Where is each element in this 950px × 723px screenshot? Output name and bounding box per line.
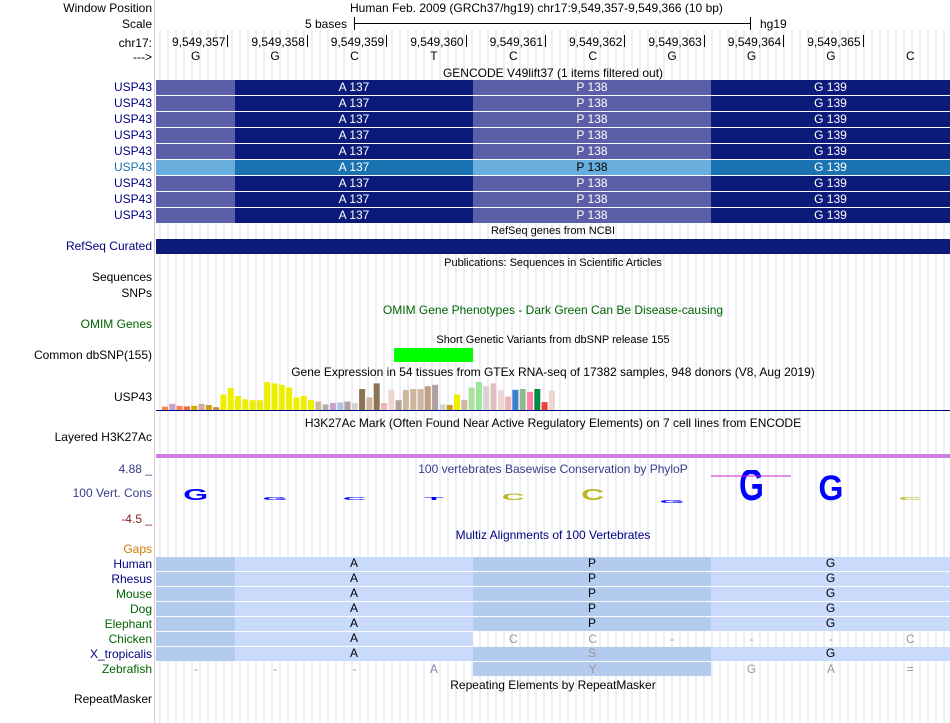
gtex-tissue-bar[interactable] [345, 402, 351, 410]
gencode-codon-label: A 137 [338, 144, 370, 158]
multiz-aa: A [349, 556, 358, 570]
omim-track-label[interactable]: OMIM Genes [80, 317, 152, 331]
multiz-base: = [906, 662, 914, 676]
base-letter: C [588, 49, 598, 63]
base-letter: G [270, 49, 280, 63]
gtex-tissue-bar[interactable] [359, 389, 365, 410]
multiz-block[interactable] [156, 617, 235, 631]
conservation-letter: C [501, 492, 525, 502]
gtex-tissue-bar[interactable] [454, 395, 460, 410]
gencode-exon-block[interactable] [156, 144, 235, 159]
gtex-tissue-bar[interactable] [410, 389, 416, 410]
position-label: 9,549,363 [648, 35, 702, 49]
gencode-codon-label: A 137 [338, 80, 370, 94]
gtex-tissue-bar[interactable] [534, 389, 540, 410]
gtex-tissue-bar[interactable] [315, 402, 321, 410]
position-label: 9,549,360 [410, 35, 464, 49]
conservation-letter: T [424, 496, 444, 501]
dbsnp-track-title: Short Genetic Variants from dbSNP release 155 [436, 334, 670, 346]
publications-sequences-label[interactable]: Sequences [91, 270, 152, 284]
multiz-species-label[interactable]: Chicken [108, 632, 152, 646]
conservation-min-label: -4.5 _ [121, 512, 152, 526]
gtex-tissue-bar[interactable] [242, 399, 248, 410]
gtex-track-label[interactable]: USP43 [113, 390, 152, 404]
scale-assembly: hg19 [760, 17, 787, 31]
base-letter: G [667, 49, 677, 63]
gencode-codon-label: P 138 [576, 144, 608, 158]
gencode-codon-label: P 138 [576, 176, 608, 190]
gencode-codon-label: G 139 [814, 80, 847, 94]
position-label: 9,549,359 [330, 35, 385, 49]
multiz-aa: S [587, 646, 596, 660]
gtex-baseline [156, 410, 950, 411]
gencode-exon-block[interactable] [156, 192, 235, 207]
gencode-transcript-label[interactable]: USP43 [113, 144, 152, 158]
multiz-block[interactable] [156, 587, 235, 601]
position-label: 9,549,364 [727, 35, 782, 49]
repeatmasker-track-title: Repeating Elements by RepeatMasker [450, 678, 656, 692]
position-tick [863, 35, 864, 47]
gencode-transcript-label[interactable]: USP43 [113, 112, 152, 126]
gtex-tissue-bar[interactable] [418, 389, 424, 410]
gtex-tissue-bar[interactable] [308, 400, 314, 410]
dbsnp-variant[interactable] [394, 348, 473, 362]
gencode-transcript-label[interactable]: USP43 [113, 192, 152, 206]
position-label: 9,549,362 [569, 35, 623, 49]
multiz-aa: A [349, 571, 358, 585]
multiz-aa: G [825, 586, 836, 600]
gencode-codon-label: A 137 [338, 208, 370, 222]
h3k27ac-signal[interactable] [156, 454, 950, 458]
gtex-tissue-bar[interactable] [483, 386, 489, 410]
gencode-codon-label: P 138 [576, 80, 608, 94]
base-letter: C [508, 49, 518, 63]
gencode-transcript-label[interactable]: USP43 [113, 80, 152, 94]
gencode-transcript-label[interactable]: USP43 [113, 176, 152, 190]
multiz-base: - [193, 662, 198, 676]
conservation-letter: C [581, 486, 605, 504]
multiz-base: C [588, 632, 598, 646]
gtex-tissue-bar[interactable] [520, 389, 526, 410]
gtex-tissue-bar[interactable] [374, 383, 380, 410]
gencode-codon-label: G 139 [814, 144, 847, 158]
conservation-letter: G [818, 470, 844, 509]
conservation-letter: C [342, 496, 367, 501]
gtex-tissue-bar[interactable] [461, 400, 467, 410]
multiz-aa: P [587, 616, 596, 630]
window-position-label: Window Position [63, 1, 152, 15]
scale-bar-right-tick [750, 17, 751, 30]
multiz-base: Y [588, 662, 597, 676]
gtex-tissue-bar[interactable] [352, 403, 358, 410]
multiz-aa: A [349, 616, 358, 630]
conservation-logo[interactable] [156, 470, 950, 520]
gencode-codon-label: A 137 [338, 128, 370, 142]
gtex-tissue-bar[interactable] [366, 397, 372, 410]
gtex-expression-chart[interactable] [156, 380, 950, 411]
gtex-tissue-bar[interactable] [228, 388, 234, 410]
multiz-aa: P [587, 586, 596, 600]
multiz-aa: P [587, 556, 596, 570]
gtex-tissue-bar[interactable] [250, 400, 256, 410]
multiz-aa: A [349, 601, 358, 615]
strand-label: ---> [133, 50, 152, 64]
refseq-track-label[interactable]: RefSeq Curated [65, 239, 152, 253]
base-letter: T [430, 49, 438, 63]
gencode-codon-label: A 137 [338, 192, 370, 206]
gencode-codon-label: A 137 [338, 112, 370, 126]
publications-snps-label[interactable]: SNPs [121, 286, 152, 300]
gtex-tissue-bar[interactable] [381, 403, 387, 410]
gencode-codon-label: G 139 [814, 128, 847, 142]
gtex-tissue-bar[interactable] [542, 402, 548, 410]
gencode-exon-block[interactable] [156, 112, 235, 127]
gencode-codon-label: G 139 [814, 208, 847, 222]
scale-value: 5 bases [305, 17, 348, 31]
multiz-species-label[interactable]: Rhesus [111, 572, 152, 586]
gtex-tissue-bar[interactable] [498, 390, 504, 410]
gtex-tissue-bar[interactable] [476, 382, 482, 410]
window-position-value: Human Feb. 2009 (GRCh37/hg19) chr17:9,549,357-9,549,366 (10 bp) [350, 1, 723, 15]
conservation-letter: G [262, 496, 288, 501]
multiz-species-label[interactable]: X_tropicalis [89, 647, 152, 661]
multiz-block[interactable] [156, 602, 235, 616]
gtex-tissue-bar[interactable] [388, 390, 394, 410]
gencode-codon-label: P 138 [576, 128, 608, 142]
gtex-tissue-bar[interactable] [337, 402, 343, 410]
gtex-tissue-bar[interactable] [264, 382, 270, 410]
gtex-tissue-bar[interactable] [505, 397, 511, 410]
multiz-aa: G [825, 616, 836, 630]
chrom-label: chr17: [118, 36, 152, 50]
gencode-codon-label: P 138 [576, 160, 608, 174]
gtex-tissue-bar[interactable] [527, 392, 533, 410]
multiz-base: C [508, 632, 518, 646]
base-letter: G [191, 49, 201, 63]
multiz-aa: G [825, 646, 836, 660]
gencode-transcript-label[interactable]: USP43 [113, 160, 152, 174]
multiz-base: - [749, 632, 754, 646]
gtex-tissue-bar[interactable] [272, 383, 278, 410]
gencode-codon-label: G 139 [814, 176, 847, 190]
scale-bar [354, 23, 751, 24]
gencode-transcript-label[interactable]: USP43 [113, 96, 152, 110]
h3k27ac-track-label[interactable]: Layered H3K27Ac [54, 430, 152, 444]
gencode-exon-block[interactable] [156, 208, 235, 223]
gencode-track-title: GENCODE V49lift37 (1 items filtered out) [442, 66, 664, 80]
multiz-species-label[interactable]: Zebrafish [101, 662, 152, 676]
conservation-letter: G [183, 486, 209, 504]
conservation-track-label[interactable]: 100 Vert. Cons [72, 486, 152, 500]
multiz-aa: A [349, 631, 358, 645]
gencode-codon-label: G 139 [814, 160, 847, 174]
multiz-aa: G [825, 556, 836, 570]
gtex-tissue-bar[interactable] [512, 390, 518, 410]
gencode-codon-label: P 138 [576, 192, 608, 206]
multiz-track-title: Multiz Alignments of 100 Vertebrates [455, 528, 651, 542]
gtex-tissue-bar[interactable] [396, 400, 402, 410]
gtex-tissue-bar[interactable] [491, 383, 497, 410]
multiz-aa: G [825, 571, 836, 585]
gencode-exon-block[interactable] [156, 176, 235, 191]
repeatmasker-track-label[interactable]: RepeatMasker [73, 692, 152, 706]
gencode-codon-label: P 138 [576, 112, 608, 126]
conservation-track-title: 100 vertebrates Basewise Conservation by PhyloP [418, 462, 688, 476]
multiz-base: - [828, 632, 833, 646]
multiz-block[interactable] [156, 647, 235, 661]
refseq-gene-bar[interactable] [156, 239, 950, 254]
gencode-exon-block[interactable] [156, 96, 235, 111]
gtex-tissue-bar[interactable] [257, 400, 263, 410]
multiz-species-label[interactable]: Dog [129, 602, 152, 616]
gtex-tissue-bar[interactable] [549, 390, 555, 410]
conservation-letter: G [659, 499, 685, 504]
multiz-block[interactable] [156, 557, 235, 571]
multiz-base: A [429, 662, 438, 676]
multiz-aa: A [349, 646, 358, 660]
gtex-tissue-bar[interactable] [286, 388, 292, 410]
multiz-aa: G [825, 601, 836, 615]
gtex-tissue-bar[interactable] [425, 386, 431, 410]
omim-track-title: OMIM Gene Phenotypes - Dark Green Can Be Disease-causing [382, 303, 724, 317]
multiz-gaps-label: Gaps [123, 542, 152, 556]
multiz-base: A [826, 662, 835, 676]
position-label: 9,549,358 [251, 35, 305, 49]
gtex-tissue-bar[interactable] [469, 388, 475, 410]
label-divider [154, 0, 155, 723]
gtex-tissue-bar[interactable] [301, 396, 307, 410]
gtex-tissue-bar[interactable] [330, 403, 336, 410]
gtex-tissue-bar[interactable] [432, 385, 438, 410]
gencode-exon-block[interactable] [156, 128, 235, 143]
gencode-codon-label: G 139 [814, 112, 847, 126]
multiz-species-label[interactable]: Elephant [104, 617, 152, 631]
gtex-tissue-bar[interactable] [220, 395, 226, 410]
conservation-max-label: 4.88 _ [118, 462, 152, 476]
multiz-base: C [905, 632, 915, 646]
gencode-codon-label: A 137 [338, 96, 370, 110]
multiz-aa: A [349, 586, 358, 600]
gencode-codon-label: P 138 [576, 208, 608, 222]
multiz-block[interactable] [156, 632, 235, 646]
gtex-track-title: Gene Expression in 54 tissues from GTEx RNA-seq of 17382 samples, 948 donors (V8, Aug 2019) [291, 365, 815, 379]
multiz-block[interactable] [156, 572, 235, 586]
base-letter: C [350, 49, 359, 63]
gtex-tissue-bar[interactable] [293, 397, 299, 410]
dbsnp-track-label[interactable]: Common dbSNP(155) [33, 348, 152, 362]
gtex-tissue-bar[interactable] [403, 390, 409, 410]
scale-label: Scale [121, 17, 152, 31]
gtex-tissue-bar[interactable] [235, 396, 241, 410]
gencode-codon-label: A 137 [338, 176, 370, 190]
refseq-track-title: RefSeq genes from NCBI [490, 225, 616, 237]
base-letter: G [826, 49, 836, 63]
publications-track-title: Publications: Sequences in Scientific Articles [444, 257, 662, 269]
multiz-aa: P [587, 571, 596, 585]
gencode-transcript-label[interactable]: USP43 [113, 208, 152, 222]
multiz-base: - [352, 662, 357, 676]
gencode-exon-block[interactable] [156, 80, 235, 95]
gencode-transcript-label[interactable]: USP43 [113, 128, 152, 142]
h3k27ac-track-title: H3K27Ac Mark (Often Found Near Active Regulatory Elements) on 7 cell lines from ENCODE [304, 416, 802, 430]
multiz-aa: P [587, 601, 596, 615]
scale-bar-left-tick [354, 17, 355, 30]
multiz-species-label[interactable]: Mouse [115, 587, 152, 601]
conservation-letter: G [739, 470, 764, 511]
position-label: 9,549,357 [172, 35, 226, 49]
gencode-exon-block[interactable] [156, 160, 235, 175]
base-letter: C [905, 49, 915, 63]
position-label: 9,549,365 [807, 35, 861, 49]
position-label: 9,549,361 [489, 35, 543, 49]
multiz-base: - [273, 662, 278, 676]
gencode-codon-label: A 137 [338, 160, 370, 174]
gencode-codon-label: G 139 [814, 96, 847, 110]
gencode-codon-label: P 138 [576, 96, 608, 110]
base-letter: G [746, 49, 757, 63]
gencode-codon-label: G 139 [814, 192, 847, 206]
multiz-species-label[interactable]: Human [113, 557, 152, 571]
gtex-tissue-bar[interactable] [279, 385, 285, 410]
conservation-letter: C [898, 496, 922, 501]
multiz-base: - [670, 632, 675, 646]
multiz-base: G [746, 662, 757, 676]
